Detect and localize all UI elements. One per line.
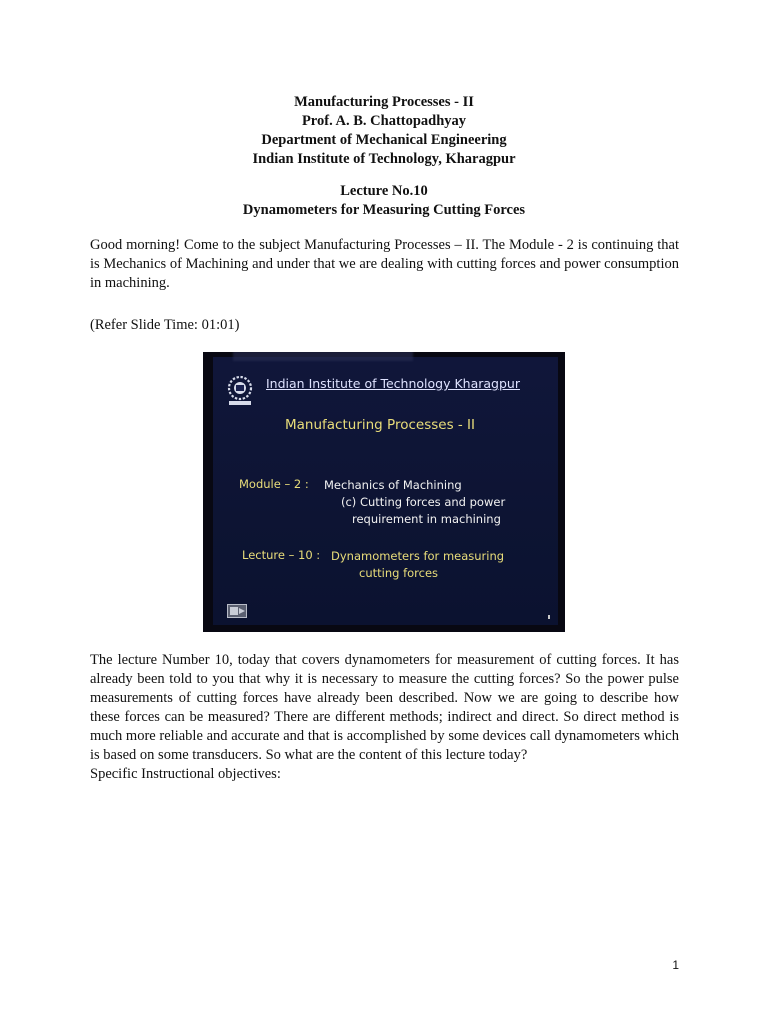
slide-panel: [213, 357, 558, 625]
institute-name: Indian Institute of Technology, Kharagpur: [252, 151, 516, 167]
slide-lecture-line: cutting forces: [359, 566, 439, 580]
slide-reference: (Refer Slide Time: 01:01): [90, 317, 240, 333]
intro-paragraph: Good morning! Come to the subject Manufacturing Processes – II. The Module - 2 is continuing that is Mechanics of Machining and under that we are dealing with cutting forces and power consumption in machining.: [90, 237, 679, 291]
body-paragraph: [90, 651, 679, 784]
slide-module-line: (c) Cutting forces and power: [341, 495, 506, 509]
lecture-heading: [0, 182, 768, 220]
slide-module-text: [324, 477, 505, 528]
department-name: Department of Mechanical Engineering: [261, 132, 507, 148]
slide-lecture-text: [331, 548, 504, 582]
lecture-slide-image: [203, 352, 565, 632]
slide-top-strip: [233, 352, 413, 361]
objectives-label: Specific Instructional objectives:: [90, 766, 281, 782]
slide-module-line: requirement in machining: [352, 512, 501, 526]
slide-institute: Indian Institute of Technology Kharagpur: [266, 376, 520, 391]
slide-lecture-line: Dynamometers for measuring: [331, 549, 505, 563]
slide-module-line: Mechanics of Machining: [324, 478, 462, 492]
document-header: [0, 93, 768, 169]
iit-logo-icon: [225, 373, 255, 407]
lecture-title: Dynamometers for Measuring Cutting Forces: [242, 202, 526, 218]
page-number: 1: [672, 958, 679, 972]
course-title: Manufacturing Processes - II: [294, 94, 474, 110]
slide-marker: [548, 615, 550, 619]
professor-name: Prof. A. B. Chattopadhyay: [301, 113, 467, 129]
slide-lecture-label: Lecture – 10 :: [242, 548, 321, 562]
lecture-number: Lecture No.10: [340, 183, 428, 199]
video-icon: [227, 604, 247, 618]
slide-module-label: Module – 2 :: [239, 477, 309, 491]
slide-title: Manufacturing Processes - II: [285, 417, 476, 433]
body-text: The lecture Number 10, today that covers dynamometers for measurement of cutting forces. It has already been told to you that why it is necessary to measure the cutting forces? So the power pulse measurements of cutting forces have already been described. Now we are going to describe how these forces can be measured? There are different methods; indirect and direct. So direct method is much more reliable and accurate and that is accomplished by some devices call dynamometers which is based on some transducers. So what are the content of this lecture today?: [90, 652, 679, 763]
